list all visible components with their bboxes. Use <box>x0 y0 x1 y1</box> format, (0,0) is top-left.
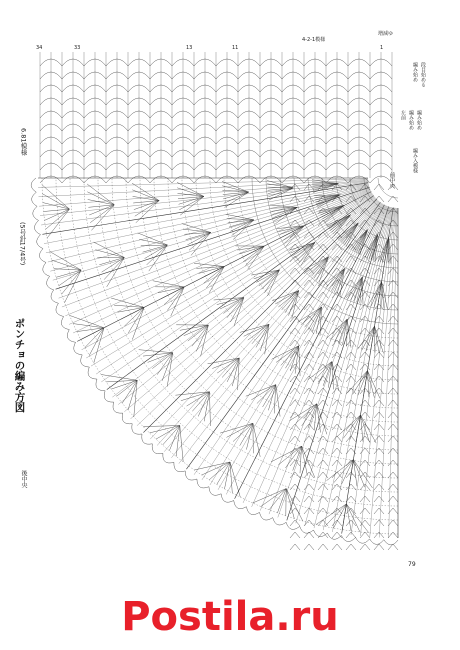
top-label-pattern: 4-2-1模様 <box>302 37 326 43</box>
edge-stitch <box>304 544 314 550</box>
scallop <box>234 501 247 509</box>
edge-stitch <box>290 220 300 226</box>
fan-stitch <box>261 489 286 507</box>
radial-stitch <box>112 196 374 397</box>
scallop <box>209 487 221 496</box>
fan-stitch <box>289 404 316 421</box>
edge-stitch <box>374 484 384 490</box>
edge-stitch <box>318 436 328 442</box>
section-label: 6.81模様 <box>19 128 28 156</box>
scallop <box>163 453 174 463</box>
edge-stitch <box>318 340 328 346</box>
edge-stitch <box>360 292 370 298</box>
edge-stitch <box>332 496 342 502</box>
edge-stitch <box>318 400 328 406</box>
scallop <box>221 494 234 502</box>
fan-stitch <box>89 205 114 215</box>
fan-stitch <box>246 423 253 449</box>
fan-stitch <box>180 196 204 215</box>
fan-stitch <box>150 426 180 433</box>
fan-stitch <box>194 263 224 266</box>
fan-stitch <box>375 326 380 353</box>
fan-stitch <box>204 392 209 422</box>
front-center-label: 前中央 <box>388 172 395 189</box>
edge-stitch <box>318 448 328 454</box>
fan-stitch <box>132 190 159 201</box>
fan-stitch <box>139 350 173 353</box>
right-label-row-start: 段目始める <box>420 62 426 87</box>
radial-stitch <box>179 202 380 464</box>
top-label-inc: 増減ゆ <box>378 31 394 37</box>
fan-stitch <box>223 192 249 195</box>
edge-stitch <box>374 532 384 538</box>
scallop <box>32 192 37 206</box>
fan-stitch <box>366 326 374 351</box>
scallop <box>96 379 105 391</box>
fan-stitch <box>320 205 345 213</box>
fan-stitch <box>95 250 124 258</box>
chart-subtitle: (5号針17/4号) <box>18 222 27 266</box>
edge-stitch <box>346 400 356 406</box>
scallop <box>185 471 197 480</box>
fan-stitch <box>73 324 104 328</box>
edge-stitch <box>388 388 398 394</box>
fan-stitch <box>230 298 244 323</box>
edge-stitch <box>374 268 384 274</box>
edge-stitch <box>346 484 356 490</box>
fan-stitch <box>316 504 346 525</box>
fan-stitch <box>157 353 173 375</box>
edge-stitch <box>318 484 328 490</box>
edge-stitch <box>374 544 384 550</box>
edge-stitch <box>388 448 398 454</box>
page-number: 79 <box>408 561 416 568</box>
edge-stitch <box>346 292 356 298</box>
scallop <box>273 518 286 525</box>
edge-stitch <box>374 424 384 430</box>
edge-stitch <box>318 388 328 394</box>
edge-stitch <box>374 520 384 526</box>
right-label-left-front: 左前 <box>400 110 406 120</box>
fan-stitch <box>246 385 276 397</box>
scallop <box>47 276 54 290</box>
fan-stitch <box>158 287 184 293</box>
edge-stitch <box>388 532 398 538</box>
edge-stitch <box>388 424 398 430</box>
fan-stitch <box>259 270 280 286</box>
fan-stitch <box>52 260 82 270</box>
edge-stitch <box>290 460 300 466</box>
fan-stitch <box>358 371 368 396</box>
fan-stitch <box>87 192 114 205</box>
edge-stitch <box>318 472 328 478</box>
scallop <box>81 355 90 367</box>
fan-stitch <box>286 489 294 519</box>
stitch-fans <box>38 59 398 550</box>
fan-stitch <box>47 209 69 238</box>
fan-stitch <box>191 232 211 255</box>
fan-stitch <box>187 232 210 245</box>
fan-stitch <box>265 324 269 354</box>
scallop <box>34 221 40 235</box>
fan-stitch <box>101 375 137 381</box>
fan-stitch <box>138 233 168 245</box>
fan-stitch <box>62 270 82 294</box>
edge-stitch <box>388 304 398 310</box>
chart-title: ポンチョの編み方図 <box>13 318 26 413</box>
edge-stitch <box>332 520 342 526</box>
scallop <box>74 342 82 355</box>
fan-stitch <box>65 270 82 303</box>
fan-stitch <box>50 251 81 270</box>
fan-stitch <box>184 232 210 234</box>
fan-stitch <box>253 489 287 504</box>
fan-stitch <box>202 462 230 475</box>
radial-stitch <box>39 180 368 206</box>
edge-stitch <box>388 460 398 466</box>
edge-stitch <box>290 388 300 394</box>
scallop <box>370 539 384 544</box>
fan-stitch <box>42 185 69 209</box>
scallop <box>33 206 39 220</box>
fan-stitch <box>156 426 180 440</box>
edge-stitch <box>332 544 342 550</box>
edge-stitch <box>346 304 356 310</box>
fan-stitch <box>217 462 230 484</box>
fan-stitch <box>136 201 159 223</box>
edge-stitch <box>374 508 384 514</box>
edge-stitch <box>304 484 314 490</box>
fan-stitch <box>348 277 363 299</box>
edge-stitch <box>388 400 398 406</box>
edge-stitch <box>290 544 300 550</box>
edge-stitch <box>332 484 342 490</box>
scallop <box>122 413 132 424</box>
fan-stitch <box>139 239 167 245</box>
fan-stitch <box>286 489 303 522</box>
edge-stitch <box>360 496 370 502</box>
edge-stitch <box>346 376 356 382</box>
right-label-start-3: 編み始め <box>416 110 422 130</box>
radial-stitch <box>38 179 368 188</box>
row-number: 13 <box>186 45 193 51</box>
fan-stitch <box>329 268 345 289</box>
fan-stitch <box>297 307 321 322</box>
fan-stitch <box>371 282 382 307</box>
fan-stitch <box>253 423 260 457</box>
edge-stitch <box>346 532 356 538</box>
fan-stitch <box>302 446 308 475</box>
fan-stitch <box>117 380 138 396</box>
scallop <box>61 317 69 330</box>
edge-stitch <box>374 196 384 202</box>
edge-stitch <box>360 352 370 358</box>
edge-stitch <box>360 340 370 346</box>
fan-stitch <box>248 324 269 340</box>
edge-stitch <box>360 508 370 514</box>
scallop <box>246 507 259 515</box>
edge-stitch <box>304 472 314 478</box>
edge-stitch <box>304 280 314 286</box>
fan-stitch <box>206 267 224 289</box>
row-number: 34 <box>36 45 43 51</box>
fan-stitch <box>248 246 265 269</box>
fan-stitch <box>291 242 315 253</box>
edge-stitch <box>388 292 398 298</box>
fan-stitch <box>230 462 240 497</box>
radial-stitch <box>314 207 391 528</box>
right-label-start: 編み始め <box>412 62 418 82</box>
edge-stitch <box>388 436 398 442</box>
radial-stitch <box>40 181 368 216</box>
row-number: 33 <box>74 45 81 51</box>
fan-stitch <box>153 281 185 287</box>
scallop <box>142 434 153 444</box>
edge-stitch <box>304 364 314 370</box>
fan-stitch <box>56 270 81 277</box>
fan-stitch <box>46 209 70 229</box>
radial-stitch <box>82 192 372 349</box>
edge-stitch <box>290 520 300 526</box>
fan-stitch <box>208 358 240 364</box>
fan-stitch <box>226 214 254 220</box>
watermark-logo: Postila.ru <box>121 594 339 640</box>
edge-stitch <box>388 352 398 358</box>
radial-stitch <box>360 208 395 536</box>
edge-stitch <box>304 340 314 346</box>
radial-stitch <box>260 206 386 511</box>
fan-stitch <box>91 205 114 231</box>
edge-stitch <box>346 544 356 550</box>
fan-stitch <box>343 223 359 244</box>
scallop <box>356 538 370 544</box>
edge-stitch <box>374 340 384 346</box>
right-label-start-2: 編み始め <box>408 110 414 130</box>
fan-stitch <box>333 215 351 234</box>
scallop <box>174 462 185 471</box>
edge-stitch <box>360 532 370 538</box>
scallop <box>132 424 142 435</box>
edge-stitch <box>332 424 342 430</box>
scallop <box>88 367 97 379</box>
radial-stitch <box>194 203 381 475</box>
fan-stitch <box>346 504 360 532</box>
edge-stitch <box>290 532 300 538</box>
scallop <box>327 533 341 539</box>
fan-stitch <box>204 267 225 284</box>
edge-stitch <box>388 196 398 202</box>
edge-stitch <box>374 400 384 406</box>
fan-stitch <box>279 226 305 232</box>
row-number: 1 <box>380 45 384 51</box>
edge-stitch <box>304 208 314 214</box>
fan-stitch <box>256 270 279 283</box>
edge-stitch <box>290 424 300 430</box>
fan-stitch <box>295 242 316 258</box>
right-label-pattern: 編み入模様 <box>412 148 418 173</box>
fan-stitch <box>243 246 264 262</box>
fan-stitch <box>353 371 368 395</box>
fan-stitch <box>122 380 137 403</box>
fan-stitch <box>194 462 230 470</box>
edge-stitch <box>332 268 342 274</box>
edge-stitch <box>332 340 342 346</box>
edge-stitch <box>290 448 300 454</box>
scallop <box>43 263 50 277</box>
edge-stitch <box>332 532 342 538</box>
edge-stitch <box>318 544 328 550</box>
fan-stitch <box>276 385 280 417</box>
fan-stitch <box>225 192 249 208</box>
fan-stitch <box>182 224 211 233</box>
scallop <box>260 512 273 520</box>
fan-stitch <box>308 362 332 380</box>
fan-stitch <box>308 307 321 329</box>
scallop <box>67 330 75 343</box>
edge-stitch <box>346 340 356 346</box>
fan-stitch <box>352 230 367 251</box>
fan-stitch <box>319 257 329 283</box>
fan-stitch <box>334 268 344 292</box>
edge-stitch <box>346 364 356 370</box>
fan-stitch <box>70 315 104 327</box>
fan-stitch <box>273 207 297 217</box>
fan-stitch <box>135 201 159 217</box>
edge-stitch <box>388 520 398 526</box>
scallop <box>341 536 355 542</box>
scallop <box>197 479 209 488</box>
edge-stitch <box>374 436 384 442</box>
fan-stitch <box>87 184 114 205</box>
edge-stitch <box>304 508 314 514</box>
scallop <box>56 303 64 316</box>
edge-stitch <box>318 532 328 538</box>
scallop <box>384 540 398 545</box>
fan-stitch <box>302 404 317 426</box>
edge-stitch <box>318 292 328 298</box>
edge-stitch <box>318 412 328 418</box>
edge-stitch <box>318 496 328 502</box>
fan-stitch <box>44 209 70 211</box>
radial-stitch <box>305 207 390 526</box>
scallop <box>314 530 328 537</box>
fan-stitch <box>327 460 354 481</box>
fan-stitch <box>43 203 70 210</box>
row-number: 11 <box>232 45 239 51</box>
fan-stitch <box>268 188 294 194</box>
fan-stitch <box>210 392 211 426</box>
edge-stitch <box>304 448 314 454</box>
fan-stitch <box>178 193 204 196</box>
edge-stitch <box>304 292 314 298</box>
fan-stitch <box>201 325 209 356</box>
fan-stitch <box>385 237 389 263</box>
fan-stitch <box>90 205 114 223</box>
back-center-label: 後中央 <box>20 470 27 488</box>
fan-stitch <box>230 462 232 493</box>
edge-stitch <box>388 508 398 514</box>
edge-stitch <box>374 448 384 454</box>
fan-stitch <box>296 404 317 424</box>
edge-stitch <box>332 508 342 514</box>
edge-stitch <box>318 460 328 466</box>
radial-stitch <box>226 204 384 494</box>
edge-stitch <box>388 412 398 418</box>
edge-stitch <box>388 376 398 382</box>
fan-stitch <box>89 328 104 356</box>
fan-stitch <box>189 232 211 250</box>
fan-stitch <box>184 325 209 336</box>
edge-stitch <box>290 340 300 346</box>
scallop <box>104 391 113 402</box>
edge-stitch <box>388 472 398 478</box>
row-numbers <box>36 45 383 51</box>
fan-stitch <box>295 346 299 374</box>
edge-stitch <box>290 376 300 382</box>
scallop <box>31 178 36 192</box>
edge-stitch <box>360 448 370 454</box>
scallop <box>300 526 314 533</box>
edge-stitch <box>360 460 370 466</box>
edge-stitch <box>318 352 328 358</box>
edge-stitch <box>388 484 398 490</box>
edge-stitch <box>388 328 398 334</box>
edge-stitch <box>388 316 398 322</box>
fan-stitch <box>234 298 244 327</box>
radial-stitch <box>389 208 398 538</box>
scallop <box>39 249 46 263</box>
radial-stitch <box>48 185 369 262</box>
fan-stitch <box>59 270 81 286</box>
radial-stitch <box>287 207 389 521</box>
scallop <box>113 402 123 413</box>
scallop <box>51 290 58 303</box>
fan-stitch <box>141 245 168 246</box>
scallop <box>37 235 43 249</box>
edge-stitch <box>360 484 370 490</box>
fan-stitch <box>271 446 302 462</box>
fan-stitch <box>88 205 114 208</box>
fan-stitch <box>286 226 304 246</box>
fan-stitch <box>353 460 372 489</box>
edge-stitch <box>374 496 384 502</box>
postila-watermark <box>0 582 460 650</box>
edge-stitch <box>290 472 300 478</box>
scallop <box>152 444 163 454</box>
edge-stitch <box>360 544 370 550</box>
edge-stitch <box>374 412 384 418</box>
fan-stitch <box>312 180 338 184</box>
fan-stitch <box>346 504 351 531</box>
